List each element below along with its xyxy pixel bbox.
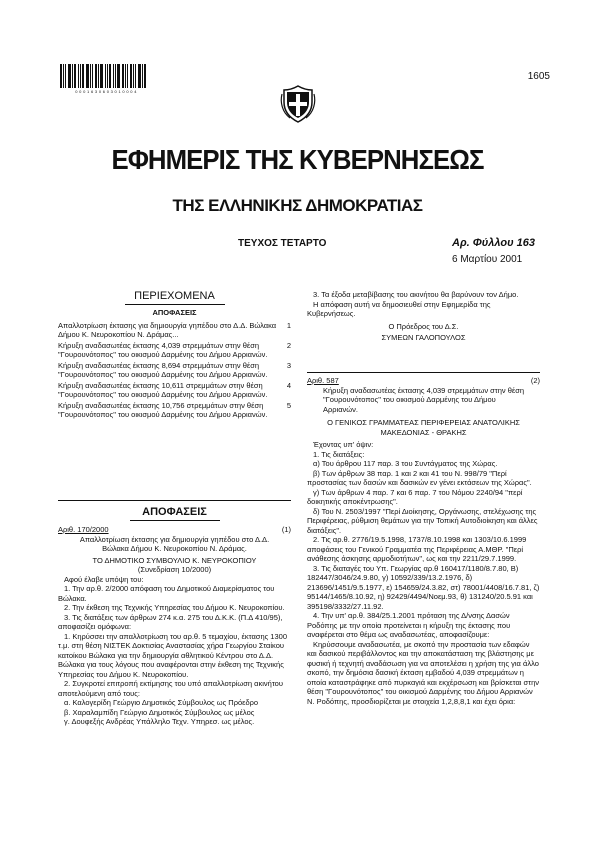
decision-subject: Απαλλοτρίωση έκτασης για δημιουργία γηπέδου στο Δ.Δ. Βώλακα Δήμου Κ. Νευροκοπίου Ν. Δράμας. [79, 534, 270, 553]
barcode-bar [125, 64, 126, 88]
paragraph: 2. Τις αρ.θ. 2776/19.5.1998, 1737/8.10.1998 και 1303/10.6.1999 αποφάσεις του Γενικού Γραμματέα της Περιφέρειας Α.ΜΘΡ. "Περί ανάθεσης άσκησης αρμοδιοτήτων", ως και την 2211/29.7.1999. [307, 535, 527, 563]
paragraph: 1. Κηρύσσει την απαλλοτρίωση του αρ.θ. 5 τεμαχίου, έκτασης 1300 τ.μ. στη θέση ΝΙΣΤΕΚ Δοκτισίας Αναστασίας χήρα Γεωργίου Σταίκου κατοίκου Βώλακα για την δημιουργία αθλητικού Κέντρου στο Δ.Δ. Βώλακα για τους λόγους που αναφέρονται στην έκθεση της Τεχνικής Υπηρεσίας του Δήμου Κ. Νευροκοπίου. [58, 631, 287, 679]
toc-item[interactable]: Απαλλοτρίωση έκτασης για δημιουργία γηπέδου στο Δ.Δ. Βώλακα Δήμου Κ. Νευροκοπίου Ν. Δράμας... 1 [58, 320, 291, 339]
decision-marker: (1) [281, 525, 291, 534]
issuing-authority: Ο ΓΕΝΙΚΟΣ ΓΡΑΜΜΑΤΕΑΣ ΠΕΡΙΦΕΡΕΙΑΣ ΑΝΑΤΟΛΙΚΗΣ ΜΑΚΕΔΟΝΙΑΣ - ΘΡΑΚΗΣ [327, 418, 520, 437]
toc-item[interactable]: Κήρυξη αναδασωτέας έκτασης 8,694 στρεμμάτων στην θέση "Γουρουνότοπος" του οικισμού Δαρμένης του Δήμου Αρριανών. 3 [58, 360, 291, 379]
paragraph: β. Χαραλαμπίδη Γεώργιο Δημοτικός Σύμβουλος ως μέλος [64, 707, 255, 717]
toc-section: ΑΠΟΦΑΣΕΙΣ [152, 308, 197, 317]
barcode-bar [133, 64, 134, 88]
barcode-bar [117, 64, 120, 88]
decision-1-continued [307, 290, 540, 343]
barcode-bar [115, 64, 116, 88]
barcode-bar [107, 64, 108, 88]
barcode-bar [65, 64, 66, 88]
barcode-bar [100, 64, 103, 88]
toc-heading: ΠΕΡΙΕΧΟΜΕΝΑ [134, 290, 215, 302]
barcode-bar [127, 64, 128, 88]
barcode [60, 64, 152, 88]
barcode-bar [144, 64, 146, 88]
coat-of-arms-icon [278, 84, 318, 124]
divider [58, 500, 291, 501]
barcode-bar [142, 64, 143, 88]
intro-text: Έχοντας υπ' όψιν: [313, 440, 374, 449]
paragraph: β) Των άρθρων 38 παρ. 1 και 2 και 41 του Ν. 998/79 "Περί προστασίας των δασών και δασικών εν γένει εκτάσεων της Χώρας". [307, 468, 532, 487]
barcode-bar [98, 64, 99, 88]
barcode-bar [92, 64, 93, 88]
decision-subject: Κήρυξη αναδασωτέας έκτασης 4,039 στρεμμάτων στην θέση "Γουρουνότοπος" του οικισμού Δαρμένης του Δήμου Αρριανών. [323, 385, 525, 414]
decision-number: Αριθ. 170/2000 [58, 525, 109, 534]
barcode-bar [138, 64, 141, 88]
paragraph: γ) Των άρθρων 4 παρ. 7 και 6 παρ. 7 του Νόμου 2240/94 "περί δοικητικής αποκέντρωσης". [307, 487, 523, 506]
gazette-subtitle: ΤΗΣ ΕΛΛΗΝΙΚΗΣ ΔΗΜΟΚΡΑΤΙΑΣ [172, 196, 423, 215]
signer-name: ΣΥΜΕΩΝ ΓΑΛΟΠΟΥΛΟΣ [381, 333, 466, 342]
barcode-bar [63, 64, 64, 88]
barcode-bar [90, 64, 91, 88]
paragraph: γ. Δουφεξής Ανδρέας Υπάλληλο Τεχν. Υπηρεσ. ως μέλος. [64, 717, 255, 726]
barcode-bar [105, 64, 106, 88]
toc-item[interactable]: Κήρυξη αναδασωτέας έκτασης 10,611 στρεμμάτων στην θέση "Γουρουνότοπος" του οικισμού Δαρμένης του Δήμου Αρριανών. 4 [58, 380, 291, 399]
gazette-title: ΕΦΗΜΕΡΙΣ ΤΗΣ ΚΥΒΕΡΝΗΣΕΩΣ [111, 144, 484, 175]
barcode-bar [74, 64, 76, 88]
decision-2 [307, 372, 540, 706]
barcode-number: 0 0 0 1 6 3 0 6 0 3 0 1 0 0 0 4 [75, 89, 137, 94]
paragraph: δ) Του Ν. 2503/1997 "Περί Διοίκησης, Οργάνωσης, στελέχωσης της Περιφέρειας, ρύθμιση θεμάτων για την Τοπική Αυτοδιοίκηση και άλλες διατάξεις". [307, 506, 538, 535]
session-number: (Συνεδρίαση 10/2000) [137, 565, 212, 574]
paragraph: 4. Την υπ' αρ.θ. 384/25.1.2001 πρόταση της Δ/νσης Δασών Ροδόπης με την οποία προτείνεται η κήρυξη της έκτασης που αναφέρεται στο θέμα ως αναδασωτέας, αποφασίζουμε: [307, 611, 511, 639]
paragraph: 1. Την αρ.θ. 2/2000 απόφαση του Δημοτικού Διαμερίσματος του Βώλακα. [58, 584, 275, 603]
barcode-bar [86, 64, 89, 88]
paragraph: α. Καλογερίδη Γεώργιο Δημοτικός Σύμβουλος ως Πρόεδρο [64, 698, 259, 707]
intro-text: Αφού έλαβε υπόψη του: [64, 574, 144, 584]
page-number: 1605 [527, 71, 550, 82]
sheet-number: Αρ. Φύλλου 163 [452, 237, 535, 249]
decision-1 [58, 500, 291, 727]
paragraph: 3. Τις διαταγές του Υπ. Γεωργίας αρ.θ 160417/1180/8.7.80, Β) 182447/3046/24.9.80, γ) 10592/339/13.2.1976, δ) 213696/1451/9.5.1977, ε) 154659/24.3.82, στ) 78001/4408/16.7.81, ζ) 95144/1465/8.10.92, η) 92429/4494/Νοεμ.93, θ) 131240/20.5.91 και 395198/3332/27.11.92. [307, 563, 540, 611]
signer-role: Ο Πρόεδρος του Δ.Σ. [388, 321, 459, 331]
barcode-bar [113, 64, 114, 88]
barcode-bar [72, 64, 73, 88]
paragraph: α) Του άρθρου 117 παρ. 3 του Συντάγματος της Χώρας. [313, 459, 498, 468]
barcode-bar [78, 64, 79, 88]
barcode-bar [135, 64, 136, 88]
barcode-bar [82, 64, 84, 88]
toc-item[interactable]: Κήρυξη αναδασωτέας έκτασης 10,756 στρεμμάτων στην θέση "Γουρουνότοπος" του οικισμού Δαρμένης του Δήμου Αρριανών. 5 [58, 400, 291, 419]
paragraph: 3. Τα έξοδα μεταβίβασης του ακινήτου θα βαρύνουν τον Δήμο. [313, 290, 519, 299]
paragraph: 2. Συγκροτεί επιτροπή εκτίμησης του υπό απαλλοτρίωση ακινήτου αποτελούμενη από τους: [58, 679, 283, 698]
divider [130, 520, 220, 521]
barcode-bar [80, 64, 81, 88]
paragraph: 1. Τις διατάξεις: [313, 449, 365, 459]
barcode-bar [109, 64, 111, 88]
paragraph: 3. Τις διατάξεις των άρθρων 274 κ.α. 275 του Δ.Κ.Κ. (Π.Δ 410/95), αποφασίζει ομόφωνα: [58, 612, 283, 631]
divider [307, 372, 540, 373]
decision-number: Αριθ. 587 [307, 376, 339, 385]
paragraph: Η απόφαση αυτή να δημοσιευθεί στην Εφημερίδα της Κυβερνήσεως. [307, 299, 491, 318]
divider [125, 304, 225, 305]
council-name: ΤΟ ΔΗΜΟΤΙΚΟ ΣΥΜΒΟΥΛΙΟ Κ. ΝΕΥΡΟΚΟΠΙΟΥ [92, 555, 257, 565]
table-of-contents [58, 290, 291, 420]
paragraph: Κηρύσσουμε αναδασωτέα, με σκοπό την προστασία των εδαφών και δασικού περιβάλλοντος και την αποκατάσταση της βλάστησης με φυσική ή τεχνητή αναδάσωση για να αποτελέσει η χρήση της για άλλο σκοπό, την δημόσια δασική έκταση εμβαδού 4,039 στρεμμάτων η οποία καταστράφηκε από πυρκαγιά και εκχέρσωση και βρίσκεται στην θέση "Γουρουνότοπος" του οικισμού Δαρμένης του Δήμου Αρριανών Ν. Ροδόπης, προσδιορίζεται με στοιχεία 1,2,8,8,1 και έχει όρια: [307, 639, 540, 706]
barcode-bar [95, 64, 97, 88]
barcode-bar [68, 64, 71, 88]
issue-date: 6 Μαρτίου 2001 [452, 254, 523, 265]
barcode-bar [122, 64, 124, 88]
decision-marker: (2) [530, 376, 540, 385]
toc-item[interactable]: Κήρυξη αναδασωτέας έκτασης 4,039 στρεμμάτων στην θέση "Γουρουνότοπος" του οικισμού Δαρμένης του Δήμου Αρριανών. 2 [58, 340, 291, 359]
barcode-bar [60, 64, 62, 88]
issue-label: ΤΕΥΧΟΣ ΤΕΤΑΡΤΟ [238, 238, 327, 249]
barcode-bar [130, 64, 132, 88]
decisions-heading: ΑΠΟΦΑΣΕΙΣ [142, 506, 207, 518]
paragraph: 2. Την έκθεση της Τεχνικής Υπηρεσίας του Δήμου Κ. Νευροκοπίου. [64, 603, 285, 612]
